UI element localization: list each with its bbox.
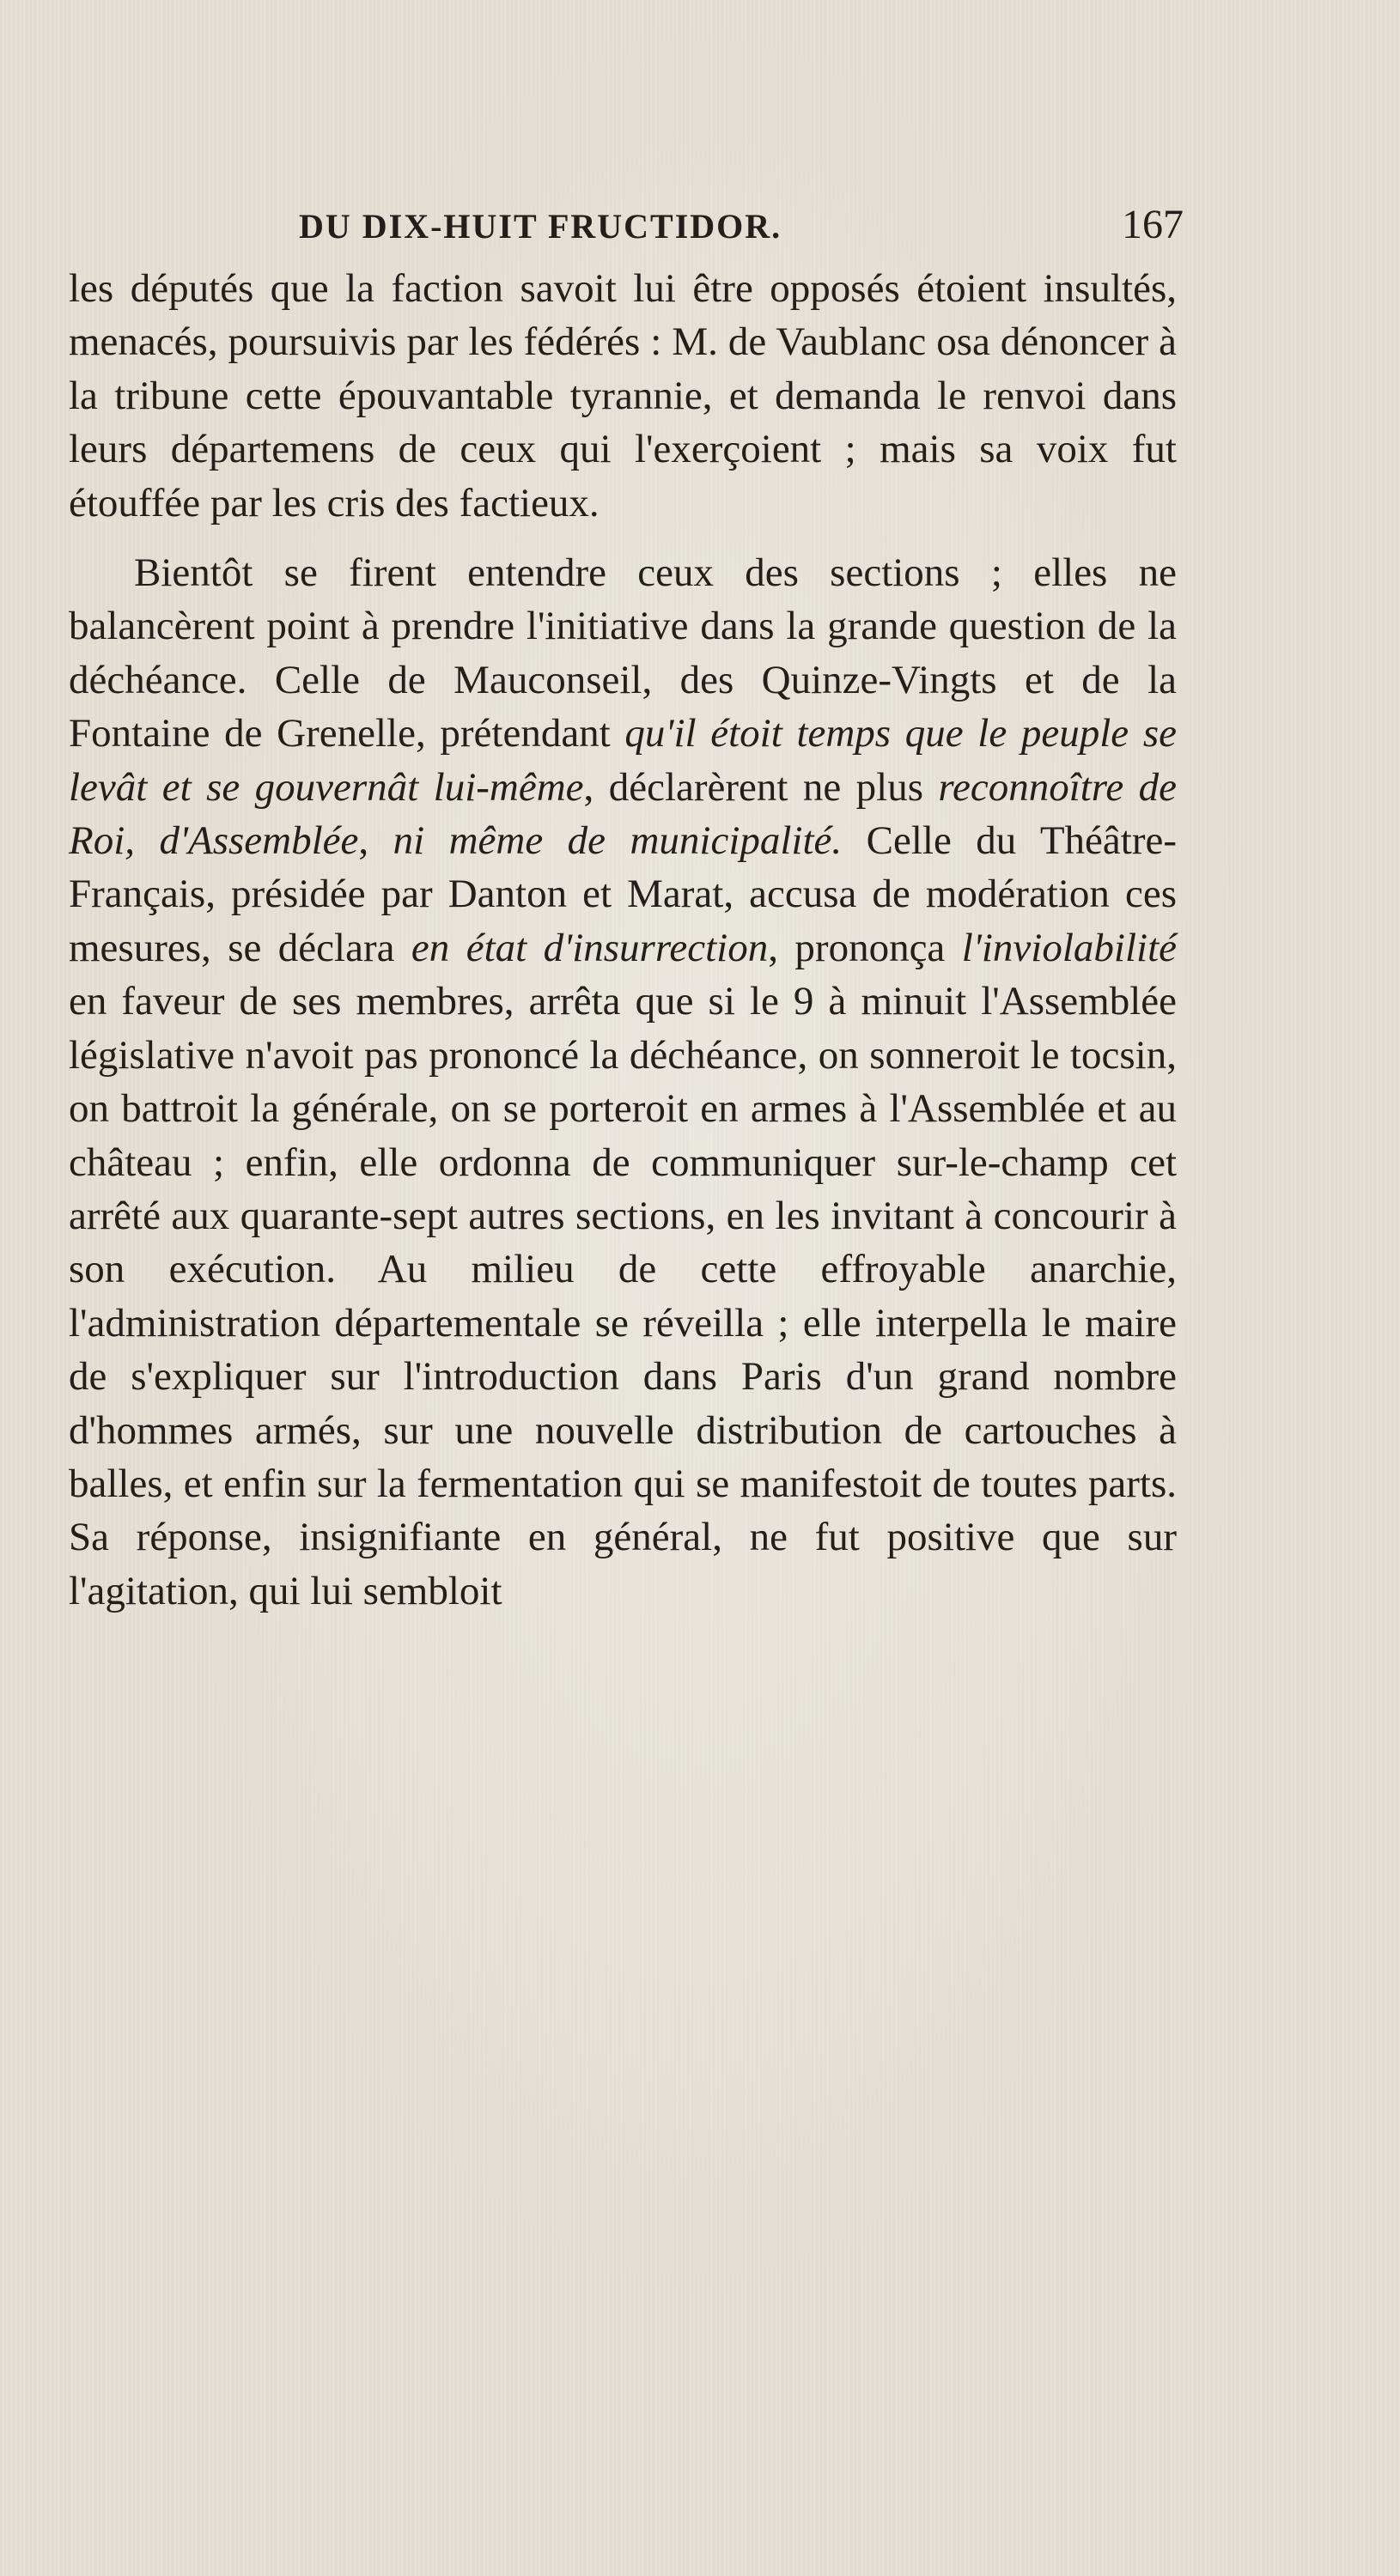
text-run: ,: [358, 818, 393, 864]
italic-run: reconnoître de Roi, d'Assemblée: [69, 764, 1177, 864]
text-run: , déclarèrent ne plus: [583, 764, 939, 810]
italic-run: qu'il étoit temps que le peuple se levât et se gouvernât lui-même: [69, 711, 1177, 810]
paragraph-2: [69, 546, 1177, 1618]
page-number: 167: [1122, 202, 1184, 247]
text-run: , prononça: [768, 925, 962, 970]
italic-run: l'inviolabilité: [961, 925, 1177, 970]
body-text: [69, 262, 1177, 1618]
text-run: en faveur de ses membres, arrêta que si le 9 à minuit l'Assemblée législative n'avoit pas prononcé la déchéance, on sonneroit le tocsin, on battroit la générale, on se porteroit en armes à l'Assemblée et au château ; enfin, elle ordonna de communiquer sur-le-champ cet arrêté aux quarante-sept autres sections, en les invitant à concourir à son exécution. Au milieu de cette effroyable anarchie, l'administration départementale se réveilla ; elle interpella le maire de s'expliquer sur l'introduction dans Paris d'un grand nombre d'hommes armés, sur une nouvelle distribution de cartouches à balles, et enfin sur la fermentation qui se manifestoit de toutes parts. Sa réponse, insignifiante en général, ne fut positive que sur l'agitation, qui lui sembloit: [69, 979, 1177, 1613]
text-run: Celle du Théâtre-Français, présidée par Danton et Marat, accusa de modération ces mesures, se déclara: [69, 818, 1177, 970]
text-run: Bientôt se firent entendre ceux des sections ; elles ne balancèrent point à prendre l'initiative dans la grande question de la déchéance. Celle de Mauconseil, des Quinze-Vingts et de la Fontaine de Grenelle, prétendant: [69, 550, 1177, 756]
page-header: [69, 191, 1184, 259]
running-title: DU DIX-HUIT FRUCTIDOR.: [299, 207, 782, 246]
italic-run: en état d'insurrection: [411, 925, 769, 970]
paragraph-1: les députés que la faction savoit lui être opposés étoient insultés, menacés, poursuivis par les fédérés : M. de Vaublanc osa dénoncer à la tribune cette épouvantable tyrannie, et demanda le renvoi dans leurs départemens de ceux qui l'exerçoient ; mais sa voix fut étouffée par les cris des factieux.: [69, 266, 1177, 526]
italic-run: ni même de municipalité.: [393, 818, 843, 864]
